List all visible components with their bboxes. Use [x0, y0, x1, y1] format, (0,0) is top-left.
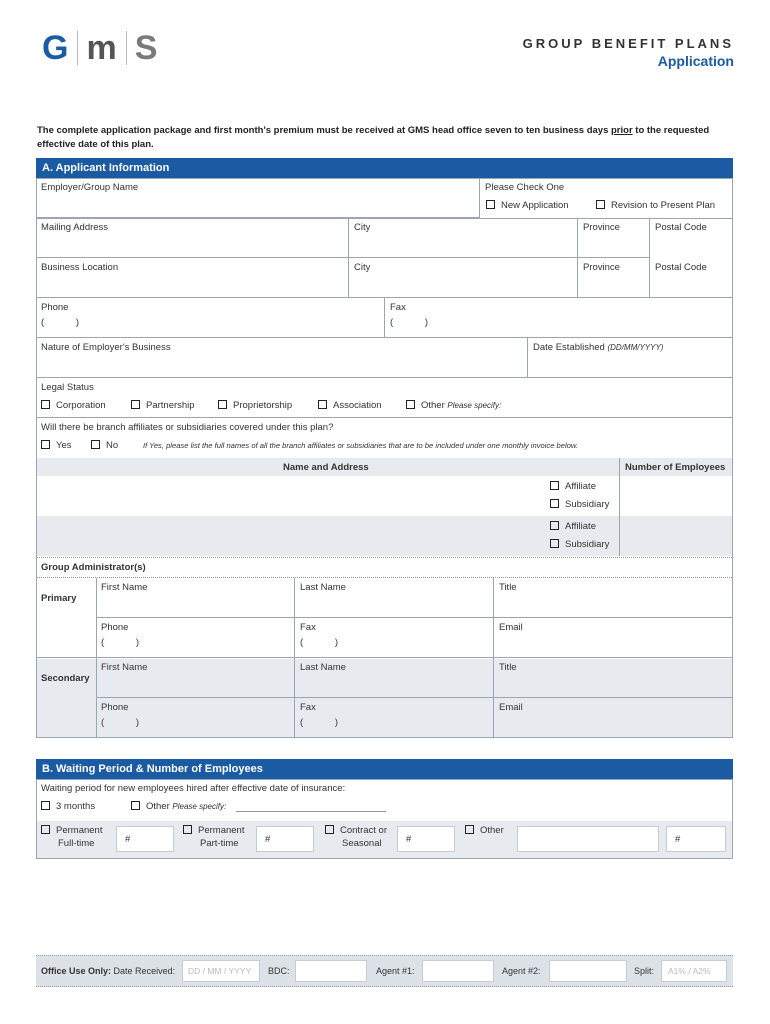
branch-question: Will there be branch affiliates or subsidiaries covered under this plan?	[41, 422, 334, 433]
checkbox-icon[interactable]	[550, 499, 559, 508]
section-b-header: B. Waiting Period & Number of Employees	[36, 759, 733, 779]
option-label: Subsidiary	[565, 539, 610, 550]
date-format-hint: (DD/MM/YYYY)	[607, 343, 664, 352]
option-label: Permanent	[198, 825, 245, 836]
business-location-label: Business Location	[41, 262, 119, 273]
secondary-title-field[interactable]	[494, 658, 733, 698]
fax-label: Fax	[390, 302, 406, 313]
phone-label: Phone	[101, 702, 129, 713]
option-label: Affiliate	[565, 481, 596, 492]
checkbox-icon[interactable]	[218, 400, 227, 409]
agent1-input[interactable]	[422, 960, 494, 982]
mailing-city-field[interactable]	[349, 218, 578, 258]
option-label-line2: Part-time	[200, 838, 239, 849]
revision-option[interactable]	[596, 200, 715, 211]
logo-divider	[77, 31, 78, 65]
checkbox-icon[interactable]	[183, 825, 192, 834]
bdc-input[interactable]	[295, 960, 367, 982]
permanent-parttime-option[interactable]	[183, 825, 244, 836]
legal-corporation-option[interactable]	[41, 400, 106, 411]
title-label: Title	[499, 662, 517, 673]
three-months-option[interactable]	[41, 801, 95, 812]
split-input[interactable]: A1% / A2%	[661, 960, 727, 982]
subsidiary-option-2[interactable]	[550, 539, 609, 550]
checkbox-icon[interactable]	[550, 539, 559, 548]
checkbox-icon[interactable]	[325, 825, 334, 834]
option-label: 3 months	[56, 801, 96, 812]
affiliate-row-1[interactable]	[37, 476, 620, 516]
first-name-label: First Name	[101, 662, 148, 673]
date-received-label: Date Received:	[113, 966, 176, 976]
option-label: Other	[421, 400, 445, 411]
option-label: Subsidiary	[565, 499, 610, 510]
form-subtitle: Application	[657, 53, 734, 69]
fax-area-code: ( )	[300, 637, 338, 648]
contract-seasonal-option[interactable]	[325, 825, 387, 836]
please-check-label: Please Check One	[485, 182, 565, 193]
province-label: Province	[583, 222, 620, 233]
checkbox-icon[interactable]	[596, 200, 605, 209]
legal-status-label: Legal Status	[41, 382, 94, 393]
option-label-line2: Seasonal	[342, 838, 382, 849]
intro-part1: The complete application package and first month's premium must be received at GMS head office seven to ten business days	[37, 125, 611, 136]
header-divider	[37, 458, 620, 476]
logo-letter-m: m	[86, 29, 118, 67]
phone-area-code: ( )	[101, 637, 139, 648]
city-label: City	[354, 222, 371, 233]
fax-label: Fax	[300, 702, 316, 713]
option-label: Affiliate	[565, 521, 596, 532]
waiting-period-question: Waiting period for new employees hired after effective date of insurance:	[41, 783, 346, 794]
phone-label: Phone	[41, 302, 69, 313]
fax-label: Fax	[300, 622, 316, 633]
last-name-label: Last Name	[300, 662, 346, 673]
dotted-divider	[36, 986, 733, 987]
date-received-input[interactable]: DD / MM / YYYY	[182, 960, 260, 982]
checkbox-icon[interactable]	[486, 200, 495, 209]
option-label: Other	[146, 801, 170, 812]
dotted-divider	[36, 955, 733, 956]
last-name-label: Last Name	[300, 582, 346, 593]
new-application-option[interactable]	[486, 200, 569, 211]
postal-code-label: Postal Code	[655, 262, 707, 273]
business-city-field[interactable]	[349, 258, 578, 298]
mailing-address-label: Mailing Address	[41, 222, 109, 233]
intro-underlined: prior	[611, 125, 633, 136]
waiting-other-option[interactable]	[131, 801, 226, 812]
employer-name-label: Employer/Group Name	[41, 182, 139, 193]
checkbox-icon[interactable]	[550, 481, 559, 490]
legal-other-option[interactable]	[406, 400, 501, 411]
office-use-label	[41, 966, 175, 976]
postal-code-label: Postal Code	[655, 222, 707, 233]
legal-proprietorship-option[interactable]	[218, 400, 292, 411]
branch-note: If Yes, please list the full names of all the branch affiliates or subsidiaries that are to be included under one monthly invoice below.	[143, 441, 579, 450]
option-label: Proprietorship	[233, 400, 293, 411]
primary-label: Primary	[41, 593, 77, 604]
option-label: Corporation	[56, 400, 106, 411]
checkbox-icon[interactable]	[465, 825, 474, 834]
date-established-text: Date Established	[533, 342, 605, 353]
agent2-input[interactable]	[549, 960, 627, 982]
legal-association-option[interactable]	[318, 400, 382, 411]
checkbox-icon[interactable]	[41, 825, 50, 834]
option-label: No	[106, 440, 119, 451]
checkbox-icon[interactable]	[131, 801, 140, 810]
fax-field[interactable]	[385, 298, 733, 338]
group-admin-label: Group Administrator(s)	[41, 562, 146, 573]
num-employees-header: Number of Employees	[625, 462, 726, 473]
branch-yes-option[interactable]	[41, 440, 72, 451]
option-label: Other	[480, 825, 504, 836]
logo-letter-g: G	[42, 29, 70, 67]
checkbox-icon[interactable]	[41, 440, 50, 449]
permanent-fulltime-option[interactable]	[41, 825, 102, 836]
name-address-header: Name and Address	[283, 462, 369, 473]
bdc-label: BDC:	[268, 966, 290, 976]
branch-no-option[interactable]	[91, 440, 118, 451]
office-use-text: Office Use Only:	[41, 966, 112, 976]
affiliate-option-1[interactable]	[550, 481, 596, 492]
checkbox-icon[interactable]	[406, 400, 415, 409]
phone-area-code: ( )	[41, 317, 79, 328]
legal-status-row	[36, 378, 733, 418]
intro-text	[37, 124, 737, 152]
please-specify-hint: Please specify:	[172, 802, 227, 811]
agent2-label: Agent #2:	[502, 966, 541, 976]
subsidiary-option-1[interactable]	[550, 499, 609, 510]
fulltime-count-input[interactable]: #	[116, 826, 174, 852]
affiliate-option-2[interactable]	[550, 521, 596, 532]
date-established-label	[533, 342, 663, 353]
revision-label: Revision to Present Plan	[611, 200, 716, 211]
form-title: GROUP BENEFIT PLANS	[522, 36, 734, 51]
checkbox-icon[interactable]	[41, 801, 50, 810]
first-name-label: First Name	[101, 582, 148, 593]
option-label: Permanent	[56, 825, 103, 836]
affiliate-row-2[interactable]	[37, 516, 620, 556]
phone-field[interactable]	[36, 298, 385, 338]
title-label: Title	[499, 582, 517, 593]
option-label-line2: Full-time	[58, 838, 95, 849]
contract-count-input[interactable]: #	[397, 826, 455, 852]
option-label: Partnership	[146, 400, 195, 411]
section-a-header: A. Applicant Information	[36, 158, 733, 178]
phone-area-code: ( )	[101, 717, 139, 728]
fax-area-code: ( )	[300, 717, 338, 728]
fax-area-code: ( )	[390, 317, 428, 328]
primary-row-divider	[37, 578, 96, 658]
new-application-label: New Application	[501, 200, 569, 211]
province-label: Province	[583, 262, 620, 273]
checkbox-icon[interactable]	[550, 521, 559, 530]
primary-title-field[interactable]	[494, 578, 733, 618]
option-label: Contract or	[340, 825, 387, 836]
nature-business-label: Nature of Employer's Business	[41, 342, 171, 353]
checkbox-icon[interactable]	[318, 400, 327, 409]
dotted-divider	[37, 557, 732, 558]
other-description-input[interactable]	[517, 826, 659, 852]
gms-logo	[42, 30, 158, 66]
city-label: City	[354, 262, 371, 273]
agent1-label: Agent #1:	[376, 966, 415, 976]
email-label: Email	[499, 622, 523, 633]
checkbox-icon[interactable]	[41, 400, 50, 409]
checkbox-icon[interactable]	[91, 440, 100, 449]
split-label: Split:	[634, 966, 655, 976]
secondary-label: Secondary	[41, 673, 90, 684]
checkbox-icon[interactable]	[131, 400, 140, 409]
option-label: Yes	[56, 440, 72, 451]
email-label: Email	[499, 702, 523, 713]
option-label: Association	[333, 400, 382, 411]
employees-other-option[interactable]	[465, 825, 504, 836]
parttime-count-input[interactable]: #	[256, 826, 314, 852]
intro-part2: to the requested effective date of this plan.	[37, 125, 710, 150]
phone-label: Phone	[101, 622, 129, 633]
logo-divider	[126, 31, 127, 65]
legal-partnership-option[interactable]	[131, 400, 195, 411]
primary-email-field[interactable]	[494, 618, 733, 658]
other-count-input[interactable]: #	[666, 826, 726, 852]
specify-line[interactable]	[236, 811, 386, 812]
logo-letter-s: S	[134, 29, 159, 67]
please-specify-hint: Please specify:	[447, 401, 502, 410]
